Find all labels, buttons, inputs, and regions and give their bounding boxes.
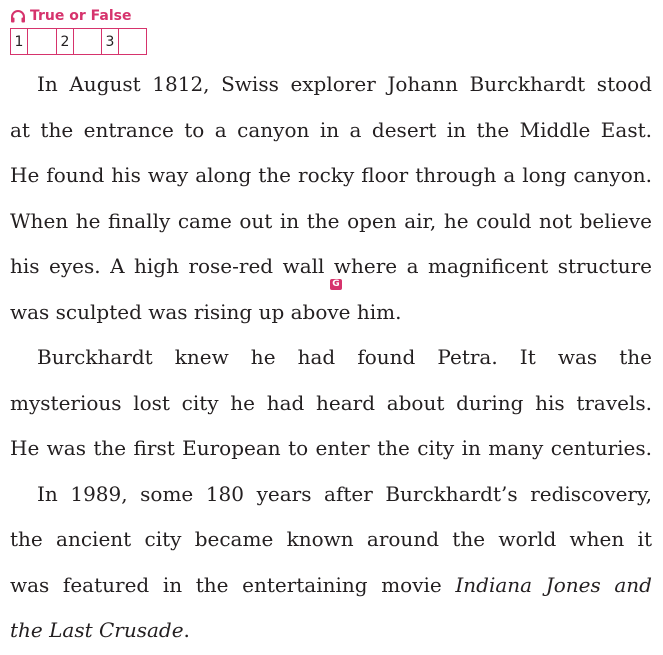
exercise-label: True or False xyxy=(30,8,132,24)
answer-box-1[interactable] xyxy=(11,29,56,54)
answer-number: 3 xyxy=(102,29,119,54)
answer-field[interactable] xyxy=(119,29,146,54)
answer-field[interactable] xyxy=(28,29,56,54)
text-line-with-title xyxy=(10,608,652,654)
answer-number: 1 xyxy=(11,29,28,54)
movie-title: the Last Crusade xyxy=(10,618,184,642)
text-line: He found his way along the rocky floor through a long canyon. xyxy=(10,163,652,187)
text-line: his eyes. A high rose-red wall where a magnificent structure xyxy=(10,254,652,278)
text-line: Burckhardt knew he had found Petra. It was the xyxy=(37,345,652,369)
answer-field[interactable] xyxy=(74,29,101,54)
answer-box-3[interactable] xyxy=(101,29,146,54)
text-line: In 1989, some 180 years after Burckhardt’s rediscovery, xyxy=(37,481,652,506)
text-line-with-title xyxy=(10,563,652,609)
period: . xyxy=(183,618,190,642)
grammar-marker-icon: G xyxy=(330,279,342,290)
text-line: was sculpted was rising up above him. xyxy=(10,299,402,324)
text-line: mysterious lost city he had heard about during his travels. xyxy=(10,390,652,415)
text-line: In August 1812, Swiss explorer Johann Burckhardt stood xyxy=(37,72,652,96)
answer-box-2[interactable] xyxy=(56,29,101,54)
text-fragment: was featured in the entertaining movie xyxy=(10,572,456,597)
answer-boxes xyxy=(10,28,147,55)
reading-passage xyxy=(10,62,652,654)
text-line: at the entrance to a canyon in a desert in the Middle East. xyxy=(10,117,652,142)
headphones-icon xyxy=(10,9,26,23)
answer-number: 2 xyxy=(57,29,74,54)
movie-title: Indiana Jones and xyxy=(455,572,652,597)
text-line: He was the first European to enter the city in many centuries. xyxy=(10,436,652,460)
text-line: When he finally came out in the open air, he could not believe xyxy=(10,208,652,233)
text-line: the ancient city became known around the world when it xyxy=(10,527,652,551)
exercise-header xyxy=(10,8,131,24)
